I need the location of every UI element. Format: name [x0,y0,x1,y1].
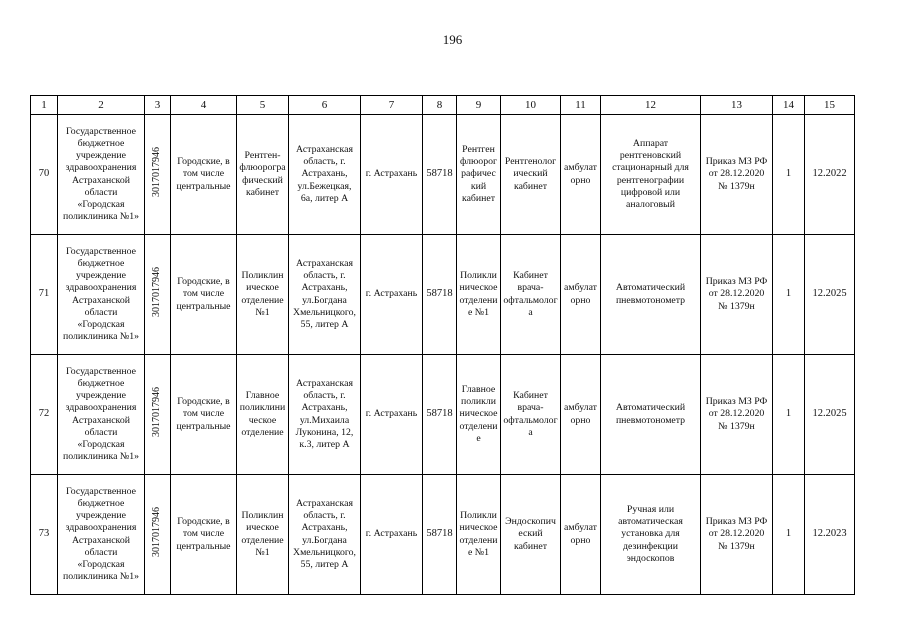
inn-cell [145,355,171,475]
delivery-date: 12.2023 [805,475,855,595]
column-number: 11 [561,96,601,115]
cabinet: Эндоскопический кабинет [501,475,561,595]
table-row [31,235,855,355]
quantity: 1 [773,235,805,355]
inn-value: 3017017946 [151,267,163,318]
inn-value: 3017017946 [151,387,163,438]
inn-cell [145,475,171,595]
delivery-date: 12.2025 [805,235,855,355]
equipment-name: Автоматический пневмотонометр [601,355,701,475]
legal-basis: Приказ МЗ РФ от 28.12.2020 № 1379н [701,355,773,475]
cabinet: Кабинет врача-офтальмолога [501,355,561,475]
equipment-name: Ручная или автоматическая установка для дезинфекции эндоскопов [601,475,701,595]
page-number: 196 [442,32,463,47]
care-condition: амбулаторно [561,355,601,475]
unit-name: Главное поликлиническое отделение [237,355,289,475]
delivery-date: 12.2025 [805,355,855,475]
column-number: 13 [701,96,773,115]
column-number: 3 [145,96,171,115]
column-number: 10 [501,96,561,115]
legal-basis: Приказ МЗ РФ от 28.12.2020 № 1379н [701,115,773,235]
city: г. Астрахань [361,355,423,475]
unit-name: Поликлиническое отделение №1 [237,235,289,355]
city: г. Астрахань [361,235,423,355]
column-number: 5 [237,96,289,115]
column-number: 1 [31,96,58,115]
delivery-date: 12.2022 [805,115,855,235]
department: Поликлиническое отделение №1 [457,475,501,595]
code: 58718 [423,355,457,475]
row-number: 71 [31,235,58,355]
equipment-name: Аппарат рентгеновский стационарный для рентгенографии цифровой или аналоговый [601,115,701,235]
settlement-type: Городские, в том числе центральные [171,115,237,235]
row-number: 72 [31,355,58,475]
unit-name: Поликлиническое отделение №1 [237,475,289,595]
code: 58718 [423,235,457,355]
column-number: 6 [289,96,361,115]
settlement-type: Городские, в том числе центральные [171,235,237,355]
city: г. Астрахань [361,115,423,235]
settlement-type: Городские, в том числе центральные [171,475,237,595]
organization-name: Государственное бюджетное учреждение здравоохранения Астраханской области «Городская поликлиника №1» [58,475,145,595]
column-number: 14 [773,96,805,115]
address: Астраханская область, г. Астрахань, ул.Бежецкая, 6а, литер А [289,115,361,235]
table-row [31,115,855,235]
organization-name: Государственное бюджетное учреждение здравоохранения Астраханской области «Городская поликлиника №1» [58,115,145,235]
row-number: 73 [31,475,58,595]
equipment-name: Автоматический пневмотонометр [601,235,701,355]
code: 58718 [423,115,457,235]
quantity: 1 [773,475,805,595]
column-number: 9 [457,96,501,115]
quantity: 1 [773,115,805,235]
legal-basis: Приказ МЗ РФ от 28.12.2020 № 1379н [701,235,773,355]
unit-name: Рентген-флюорографический кабинет [237,115,289,235]
department: Поликлиническое отделение №1 [457,235,501,355]
cabinet: Кабинет врача-офтальмолога [501,235,561,355]
quantity: 1 [773,355,805,475]
column-number: 4 [171,96,237,115]
inn-value: 3017017946 [151,507,163,558]
care-condition: амбулаторно [561,115,601,235]
address: Астраханская область, г. Астрахань, ул.Михаила Луконина, 12, к.3, литер А [289,355,361,475]
inn-cell [145,235,171,355]
care-condition: амбулаторно [561,235,601,355]
code: 58718 [423,475,457,595]
organization-name: Государственное бюджетное учреждение здравоохранения Астраханской области «Городская поликлиника №1» [58,235,145,355]
settlement-type: Городские, в том числе центральные [171,355,237,475]
department: Главное поликлиническое отделение [457,355,501,475]
care-condition: амбулаторно [561,475,601,595]
inn-cell [145,115,171,235]
department: Рентгенфлюорографический кабинет [457,115,501,235]
organization-name: Государственное бюджетное учреждение здравоохранения Астраханской области «Городская поликлиника №1» [58,355,145,475]
column-number-row [31,96,855,115]
inn-value: 3017017946 [151,147,163,198]
column-number: 7 [361,96,423,115]
legal-basis: Приказ МЗ РФ от 28.12.2020 № 1379н [701,475,773,595]
cabinet: Рентгенологический кабинет [501,115,561,235]
address: Астраханская область, г. Астрахань, ул.Богдана Хмельницкого, 55, литер А [289,475,361,595]
column-number: 12 [601,96,701,115]
table-row [31,475,855,595]
city: г. Астрахань [361,475,423,595]
address: Астраханская область, г. Астрахань, ул.Богдана Хмельницкого, 55, литер А [289,235,361,355]
equipment-registry-table [30,95,855,595]
column-number: 8 [423,96,457,115]
column-number: 15 [805,96,855,115]
row-number: 70 [31,115,58,235]
column-number: 2 [58,96,145,115]
table-row [31,355,855,475]
